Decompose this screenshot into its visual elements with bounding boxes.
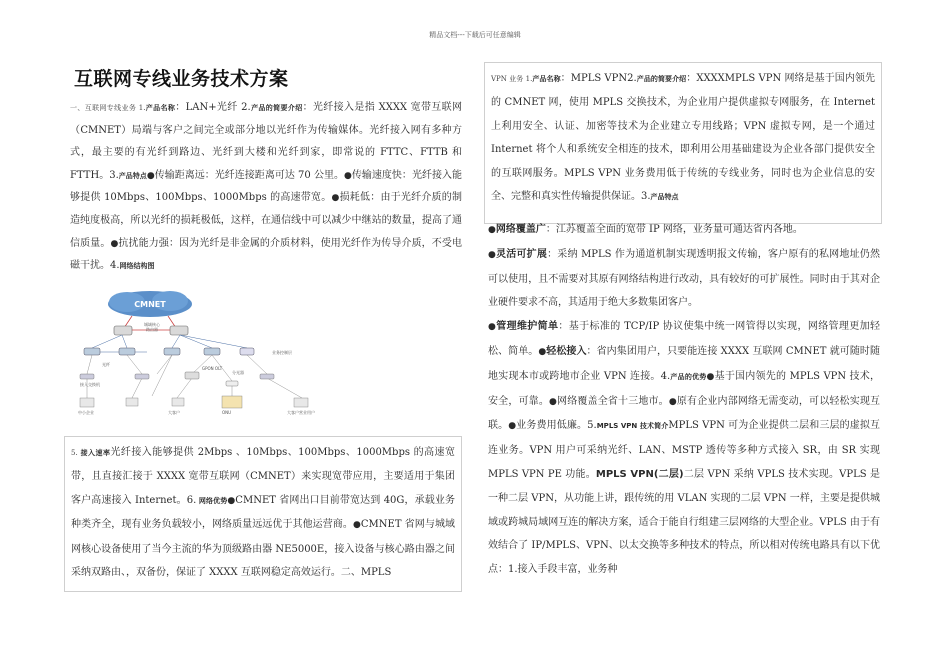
text-run: 网络覆盖全省十三地市。: [557, 395, 669, 407]
left-box-paragraph: [71, 441, 455, 584]
svg-text:GPON OLT: GPON OLT: [202, 366, 223, 371]
text-run: 一、互联网专线业务 1.: [70, 104, 146, 112]
text-run: MPLS VPN 技术简介: [596, 422, 669, 431]
text-run: 损耗低：由于光纤介质的制造纯度极高，所以光纤的损耗极低，这样，在通信线中可以减少中继站的数量，提高了通信质量。: [70, 192, 463, 249]
text-run: 传输速度快：光纤接入能够提供 10Mbps、100Mbps、1000Mbps 的高速带宽。: [70, 169, 462, 204]
svg-text:路由器: 路由器: [146, 327, 158, 332]
text-run: 二层 VPN 采纳 VPLS 技术实现。VPLS 是一种二层 VPN，从功能上讲，跟传统的用 VLAN 实现的二层 VPN 一样，主要是提供城域或跨城局域网互连的解决方案，适合于能自行组建三层网络的大型企业。VPLS 由于有效结合了 IP/MPLS、VPN、以太交换等多种技术的特点，所以相对传统电路具有以下优点：1.接入手段丰富，业务种: [488, 468, 880, 576]
text-run: ●: [344, 170, 352, 181]
page-title: 互联网专线业务技术方案: [74, 68, 289, 90]
text-run: MPLS VPN 可为企业提供二层和三层的虚拟互连业务。VPN 用户可采纳光纤、LAN、MSTP 透传等多种方式接入 SR，由 SR 实现 MPLS VPN PE 功能。: [488, 420, 880, 480]
text-run: 轻松接入: [546, 345, 587, 357]
svg-text:ONU: ONU: [222, 410, 232, 415]
core-router-right: [170, 326, 188, 335]
text-run: CMNET 省网与城域网核心设备使用了当今主流的华为顶级路由器 NE5000E，接入设备与核心路由器之间采纳双路由、，双备份，保证了 XXXX 互联网稳定高效运行。二、MPLS: [71, 519, 456, 579]
right-column: [488, 218, 880, 582]
text-run: ●: [508, 421, 517, 432]
text-run: ：省内集团用户，只要能连接 XXXX 互联网 CMNET 就可随时随地实现本市或跨地市企业 VPN 连接。4.: [488, 345, 880, 382]
text-run: 网络覆盖广: [495, 224, 546, 235]
intro-paragraph: [70, 97, 462, 278]
text-run: ：采纳 MPLS 作为通道机制实现透明报文传输，客户原有的私网地址仍然可以使用，且不需要对其原有网络结构进行改动，具有较好的可扩展性。同时由于其对企业硬件要求不高，其适用于绝大多数集团客户。: [488, 248, 880, 309]
text-run: 基于国内领先的 MPLS VPN 技术，安全，可靠。: [488, 370, 880, 407]
text-run: 管理维护简单: [496, 321, 559, 333]
text-run: ：基于标准的 TCP/IP 协议使集中统一网管得以实现，网络管理更加轻松、简单。: [488, 321, 880, 357]
right-body-paragraph: [488, 218, 880, 582]
text-run: ●: [488, 249, 497, 260]
text-run: ●: [227, 495, 236, 506]
text-run: 接入速率: [77, 449, 111, 457]
text-run: ●: [549, 396, 558, 407]
svg-text:业务控制层: 业务控制层: [272, 350, 292, 355]
svg-text:中小企业: 中小企业: [78, 410, 94, 415]
network-diagram: [72, 286, 342, 422]
text-run: ●: [538, 346, 547, 357]
text-run: ●: [110, 238, 119, 249]
text-run: ●: [331, 193, 340, 204]
right-box: [484, 62, 882, 224]
text-run: 产品特点: [118, 171, 147, 180]
right-box-paragraph: [491, 67, 875, 209]
text-run: 产品的优势: [670, 372, 707, 381]
text-run: 业务费用低廉。5.: [516, 420, 597, 432]
cloud-label: CMNET: [134, 300, 166, 309]
text-run: ：MPLS VPN2.: [560, 73, 637, 84]
text-run: ●: [146, 170, 155, 181]
svg-text:大客户: 大客户: [168, 410, 180, 415]
text-run: 产品名称: [532, 75, 561, 83]
text-run: ●: [352, 520, 361, 531]
text-run: 产品名称: [145, 104, 176, 112]
text-run: 5.: [71, 449, 78, 457]
text-run: 灵活可扩展: [496, 248, 548, 260]
text-run: VPN 业务 1.: [491, 75, 533, 83]
core-router-left: [114, 326, 132, 335]
text-run: 原有企业内部网络无需变动，可以轻松实现互联。: [488, 395, 881, 432]
text-run: 抗扰能力强：因为光纤是非金属的介质材料，使用光纤作为传导介质，不受电磁干扰。4.: [70, 237, 463, 272]
cmnet-cloud: [108, 291, 192, 317]
text-run: ：XXXXMPLS VPN 网络是基于国内领先的 CMNET 网，使用 MPLS 交换技术，为企业用户提供虚拟专网服务，在 Internet 上利用安全、认证、加密等技术为企业建立专用线路；VPN 虚拟专网，是一个通过 Internet 将个人和系统安全相连的技术，即利用公用基础建设为企业各部门提供安全的互联网服务。MPLS VPN 业务费用低于传统的专线业务，同时也为企业信息的安全、完整和真实性传输提供保证。3.: [491, 73, 876, 203]
header-note: 精品文档---下载后可任意编辑: [429, 31, 521, 39]
svg-text:分光器: 分光器: [232, 370, 244, 375]
left-box: [64, 436, 462, 592]
svg-text:城域核心: 城域核心: [144, 322, 160, 327]
text-run: 传输距离远：光纤连接距离可达 70 公里。: [154, 169, 344, 181]
text-run: ●: [488, 225, 496, 235]
svg-text:光纤: 光纤: [102, 362, 110, 367]
text-run: ●: [488, 322, 497, 333]
svg-text:接入交换机: 接入交换机: [80, 382, 100, 387]
text-run: MPLS VPN(二层): [595, 468, 684, 480]
text-run: ：江苏覆盖全面的宽带 IP 网络，业务量可通达省内各地。: [545, 224, 803, 235]
text-run: 网络结构图: [119, 262, 155, 271]
text-run: 光纤接入能够提供 2Mbps 、10Mbps、100Mbps、1000Mbps 的高速宽带，且直接汇接于 XXXX 宽带互联网（CMNET）来实现宽带应用，主要适用于集团客户高速接入 Internet。6.: [71, 447, 455, 506]
text-run: ：光纤接入是指 XXXX 宽带互联网（CMNET）局端与客户之间完全或部分地以光纤作为传输媒体。光纤接入网有多种方式，最主要的有光纤到路边、光纤到大楼和光纤到家，即常说的 FTTC、FTTB 和 FTTH。3.: [70, 102, 463, 181]
text-run: ：LAN+光纤 2.: [175, 102, 251, 113]
text-run: 产品的简要介绍: [250, 104, 303, 112]
text-run: 网络优势: [196, 496, 228, 505]
text-run: 产品的简要介绍: [636, 75, 687, 83]
text-run: CMNET 省网出口目前带宽达到 40G，承载业务种类齐全，现有业务负载较小，网络质量远远优于其他运营商。: [71, 494, 455, 531]
svg-text:大客户营业用户: 大客户营业用户: [287, 410, 315, 415]
text-run: 产品特点: [650, 193, 679, 202]
left-column: [70, 64, 462, 278]
text-run: ●: [706, 371, 715, 382]
text-run: ●: [668, 396, 677, 407]
